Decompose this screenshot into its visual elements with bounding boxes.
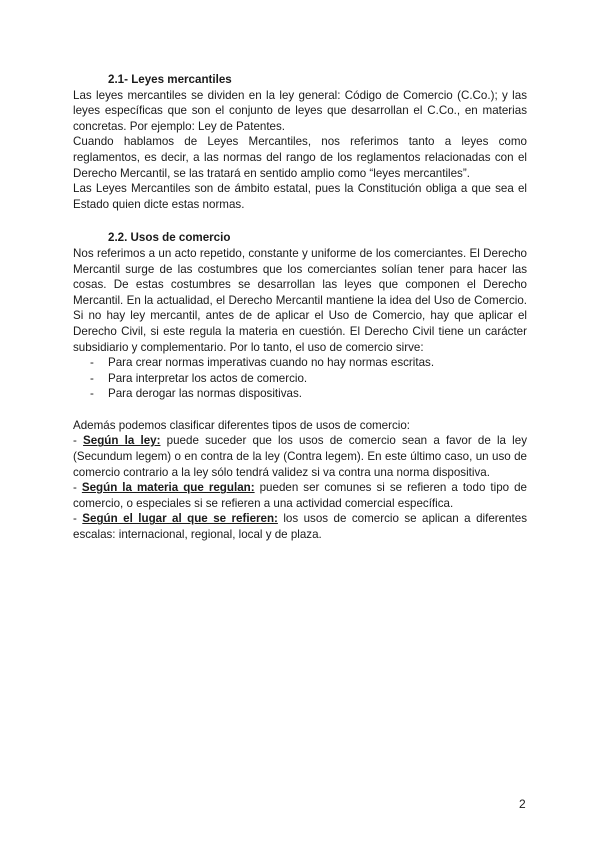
page-content [73,72,527,543]
paragraph: Nos referimos a un acto repetido, constante y uniforme de los comerciantes. El Derecho Mercantil surge de las costumbres que los comerciantes solían tener para hacer las cosas. De estas costumbres se desarrollan las leyes que componen el Derecho Mercantil. En la actualidad, el Derecho Mercantil mantiene la idea del Uso de Comercio. Si no hay ley mercantil, antes de de aplicar el Uso de Comercio, hay que aplicar el Derecho Civil, si este regula la materia en cuestión. El Derecho Civil tiene un carácter subsidiario y complementario. Por lo tanto, el uso de comercio sirve: [73,246,527,354]
bullet-marker: - [90,371,94,385]
section-leyes-mercantiles [73,72,527,212]
bullet-list [73,355,527,402]
classification-text: los usos de comercio se aplican a diferentes escalas: internacional, regional, local y de plaza. [73,512,527,542]
item-prefix: - [73,434,84,448]
classification-term: Según el lugar al que se refieren: [82,512,278,526]
paragraph: Las Leyes Mercantiles son de ámbito estatal, pues la Constitución obliga a que sea el Estado quien dicte estas normas. [73,182,527,211]
list-item [73,371,527,387]
section-heading: 2.2. Usos de comercio [108,231,231,245]
list-item-text: Para crear normas imperativas cuando no hay normas escritas. [108,356,435,370]
classification-text: puede suceder que los usos de comercio sean a favor de la ley (Secundum legem) o en contra de la ley (Contra legem). En este último caso, un uso de comercio contrario a la ley sólo tendrá validez si va contra una norma dispositiva. [73,434,527,479]
bullet-marker: - [90,356,94,370]
section-usos-de-comercio [73,230,527,542]
list-item [73,386,527,402]
classification-term: Según la materia que regulan: [81,481,255,495]
bullet-marker: - [90,387,94,401]
item-prefix: - [73,481,82,495]
list-item-text: Para derogar las normas dispositivas. [108,387,302,401]
classification-item [73,480,527,511]
classification-item [73,511,527,542]
classification-item [73,433,527,480]
paragraph: Además podemos clasificar diferentes tipos de usos de comercio: [73,418,411,432]
spacer [73,402,527,418]
page-number: 2 [519,797,526,811]
section-heading: 2.1- Leyes mercantiles [108,73,232,86]
paragraph: Las leyes mercantiles se dividen en la ley general: Código de Comercio (C.Co.); y las leyes específicas que son el conjunto de leyes que desarrollan el C.Co., en materias concretas. Por ejemplo: Ley de Patentes. [73,88,527,133]
paragraph: Cuando hablamos de Leyes Mercantiles, nos referimos tanto a leyes como reglamentos, es decir, a las normas del rango de los reglamentos relacionadas con el Derecho Mercantil, se las tratará en sentido amplio como “leyes mercantiles”. [73,135,527,180]
item-prefix: - [73,512,83,526]
list-item-text: Para interpretar los actos de comercio. [108,371,308,385]
classification-text: pueden ser comunes si se refieren a todo tipo de comercio, o especiales si se refieren a una actividad comercial específica. [73,481,528,510]
classification-term: Según la ley: [83,434,161,448]
list-item [73,355,527,371]
